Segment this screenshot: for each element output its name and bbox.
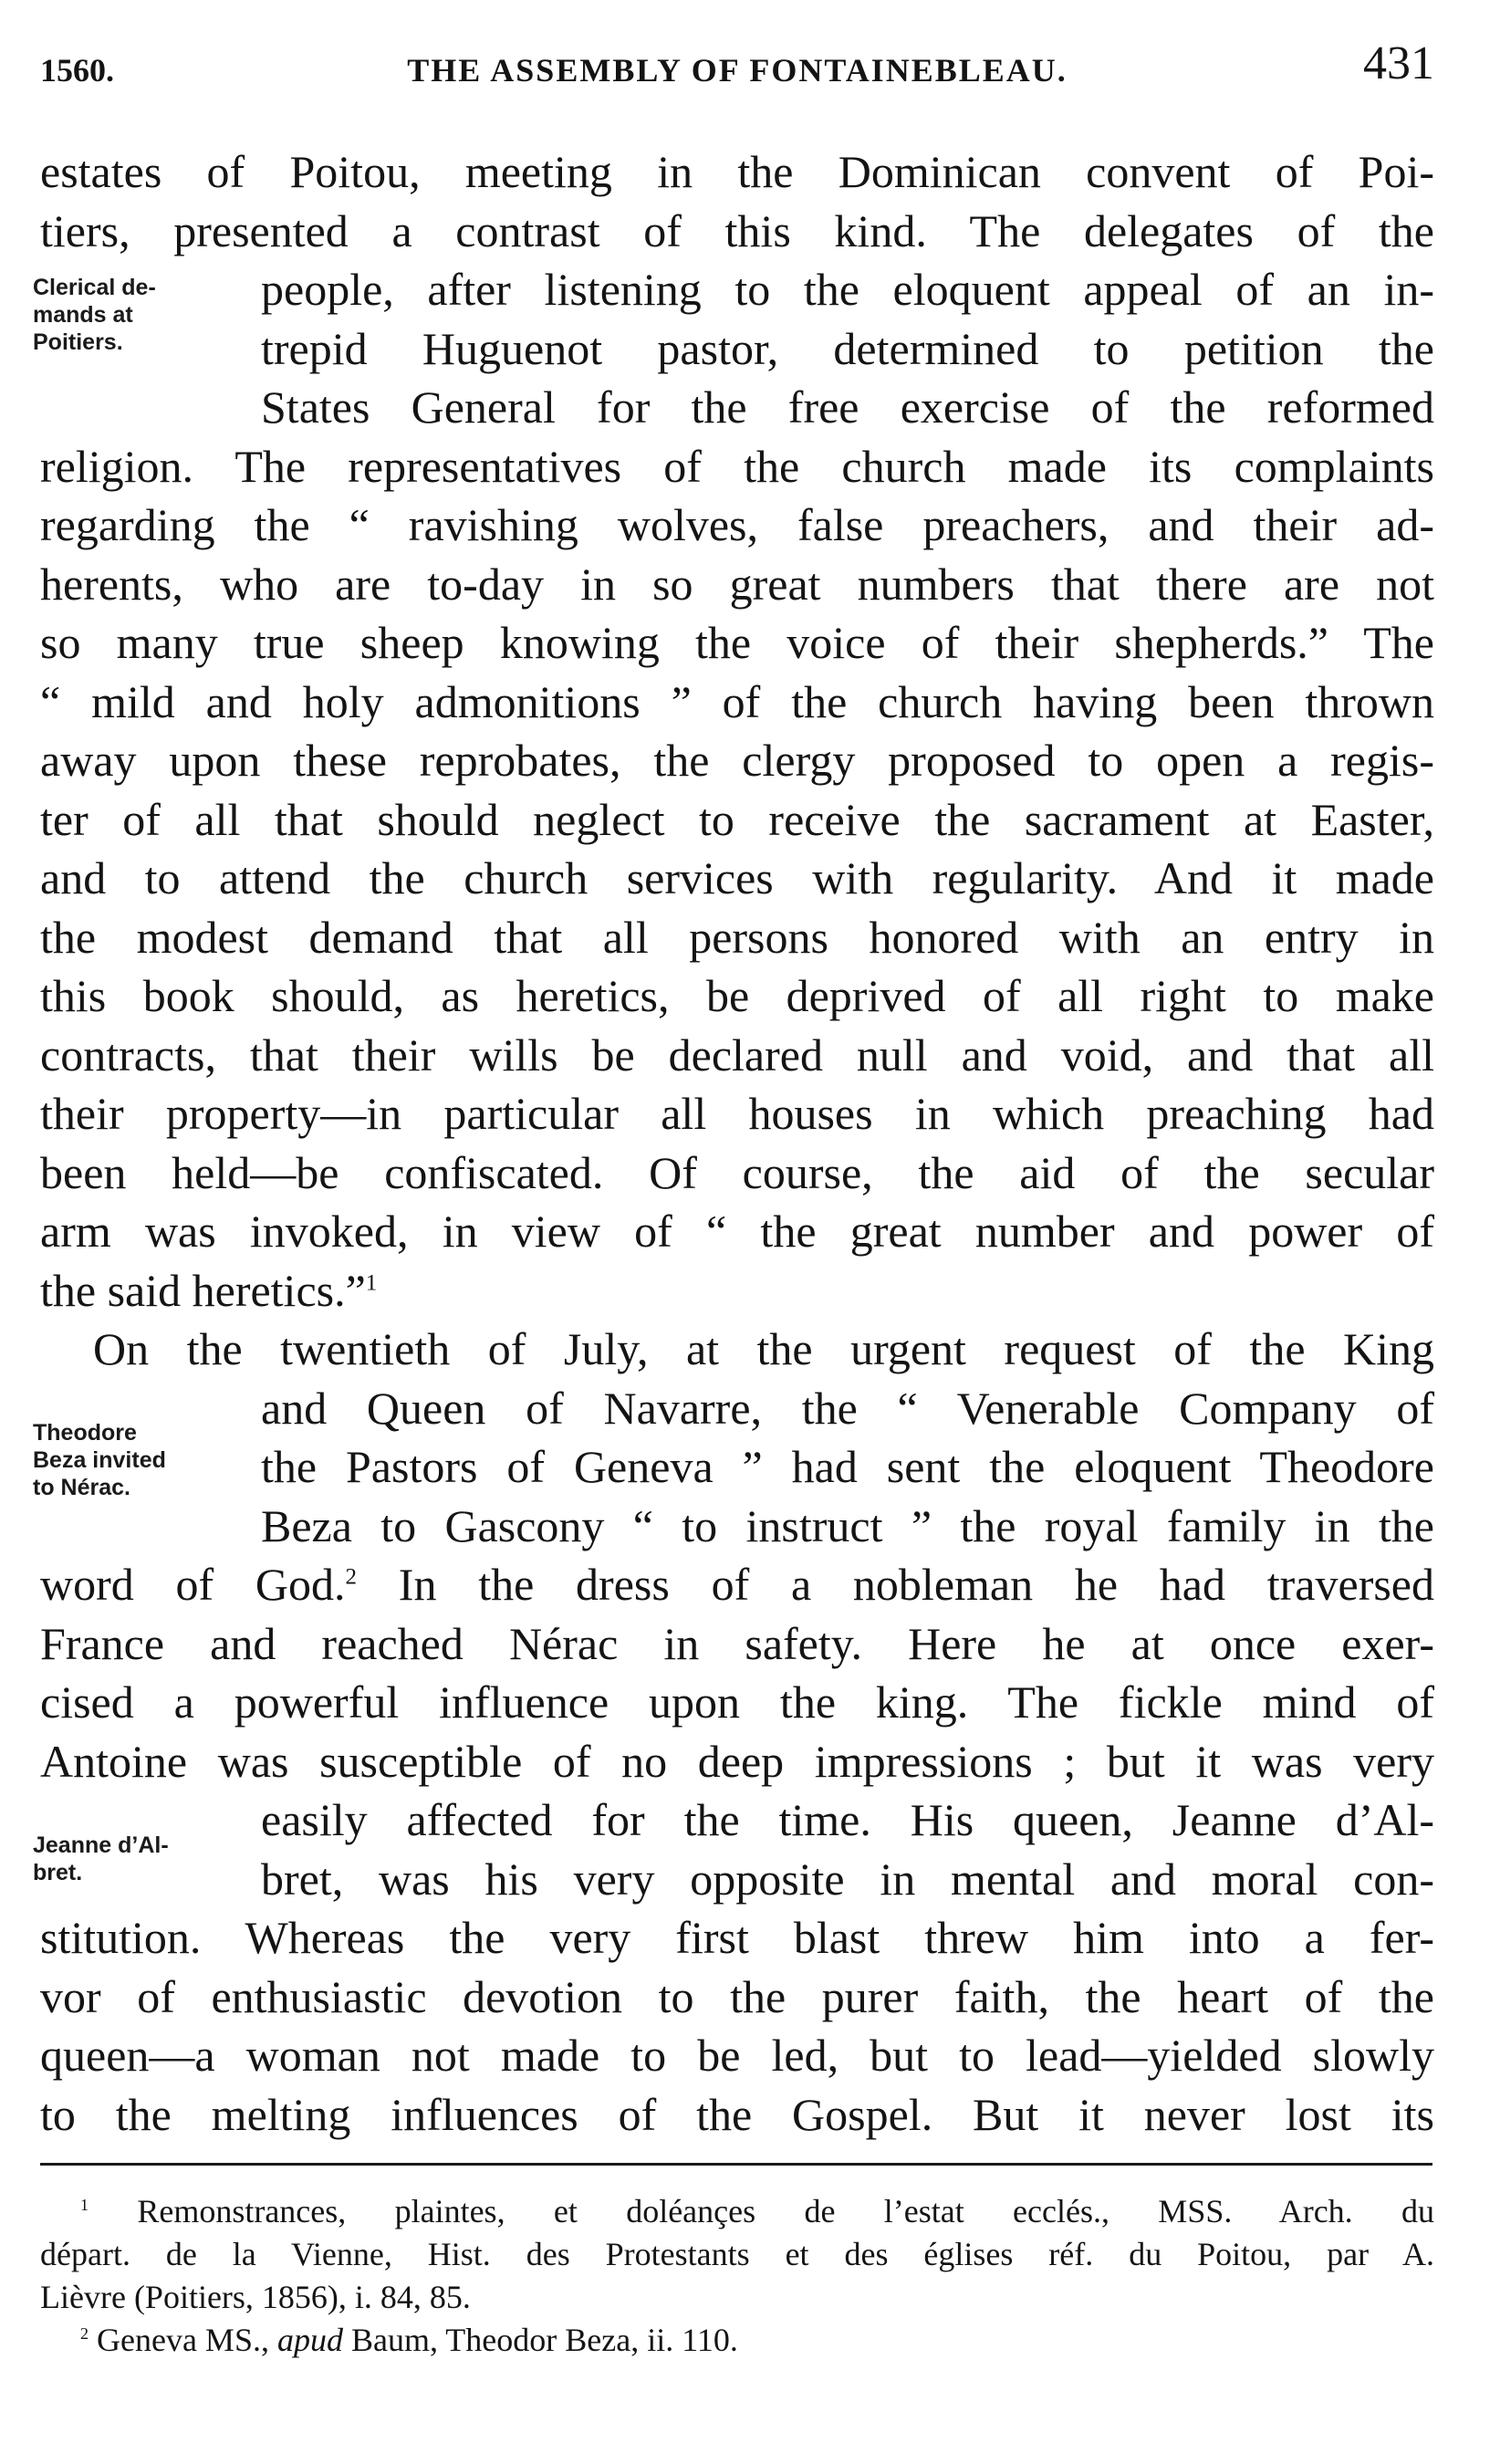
text-line: away upon these reprobates, the clergy proposed to open a regis- [40,735,1434,786]
text-line: tiers, presented a contrast of this kind. The delegates of the [40,204,1434,256]
text-line: been held—be confiscated. Of course, the aid of the secular [40,1146,1434,1198]
margin-note-line: bret. [33,1860,83,1885]
text-line: and Queen of Navarre, the “ Venerable Company of [261,1382,1434,1434]
text-line: so many true sheep knowing the voice of their shepherds.” The [40,617,1434,668]
text-line: this book should, as heretics, be deprived of all right to make [40,970,1434,1021]
text-line: easily affected for the time. His queen, Jeanne d’Al- [261,1794,1434,1845]
text-line: the modest demand that all persons honored with an entry in [40,911,1434,963]
footnote-line [40,2319,1434,2362]
text-line [40,1261,1434,1321]
text-line: to the melting influences of the Gospel. But it never lost its [40,2088,1434,2140]
text-line: their property—in particular all houses in which preaching had [40,1088,1434,1139]
text-line: the Pastors of Geneva ” had sent the eloquent Theodore [261,1441,1434,1492]
footnote-line: Lièvre (Poitiers, 1856), i. 84, 85. [40,2279,471,2315]
text-segment: word of God. [40,1559,346,1610]
footnote-text: Baum, Theodor Beza, ii. 110. [350,2322,738,2358]
margin-note-line: Jeanne d’Al- [33,1832,169,1858]
header-year: 1560. [40,52,114,89]
margin-note-line: Beza invited [33,1447,166,1473]
margin-note-line: Clerical de- [33,275,156,300]
text-line: arm was invoked, in view of “ the great number and power of [40,1206,1434,1257]
text-line: contracts, that their wills be declared null and void, and that all [40,1028,1434,1081]
text-line: ter of all that should neglect to receive the sacrament at Easter, [40,793,1434,845]
text-line: estates of Poitou, meeting in the Dominican convent of Poi- [40,146,1434,197]
text-line: regarding the “ ravishing wolves, false preachers, and their ad- [40,499,1434,550]
text-line: people, after listening to the eloquent appeal of an in- [261,264,1434,315]
text-line: trepid Huguenot pastor, determined to petition the [261,322,1434,374]
text-line [40,1555,1434,1614]
footnote-text-italic: apud [276,2322,343,2358]
text-line: religion. The representatives of the church made its complaints [40,440,1434,492]
margin-note-line: Theodore [33,1420,137,1446]
text-segment: the said heretics.” [40,1264,366,1316]
text-line: Antoine was susceptible of no deep impressions ; but it was very [40,1735,1434,1787]
margin-note-line: Poitiers. [33,329,123,355]
text-line: queen—a woman not made to be led, but to lead—yielded slowly [40,2030,1434,2081]
text-line: On the twentieth of July, at the urgent request of the King [93,1323,1434,1374]
body-text [40,142,1434,2144]
running-header [40,37,1434,91]
text-line: France and reached Nérac in safety. Here he at once exer- [40,1617,1434,1669]
header-title: THE ASSEMBLY OF FONTAINEBLEAU. [407,52,1068,89]
footnote-mark: 1 [80,2196,89,2214]
footnotes [40,2190,1434,2362]
footnote-rule [40,2163,1432,2166]
footnote-line [40,2190,1434,2233]
margin-note-line: to Nérac. [33,1475,130,1500]
footnote-ref: 1 [365,1269,378,1295]
margin-note-line: mands at [33,302,133,328]
text-line: “ mild and holy admonitions ” of the church having been thrown [40,675,1434,727]
footnote-mark: 2 [80,2324,89,2343]
footnote-text: Remonstrances, plaintes, et doléançes de l’estat ecclés., MSS. Arch. du [137,2193,1434,2229]
text-line: stitution. Whereas the very first blast threw him into a fer- [40,1912,1434,1963]
footnote-text: Geneva MS., [97,2322,269,2358]
text-line: Beza to Gascony “ to instruct ” the royal family in the [261,1499,1434,1551]
footnote-ref: 2 [345,1564,358,1590]
text-line: cised a powerful influence upon the king. The fickle mind of [40,1676,1434,1728]
text-line: States General for the free exercise of the reformed [261,381,1434,433]
text-line: vor of enthusiastic devotion to the purer faith, the heart of the [40,1970,1434,2022]
page-number: 431 [1363,37,1434,89]
text-line: herents, who are to-day in so great numbers that there are not [40,558,1434,610]
text-line: bret, was his very opposite in mental and moral con- [261,1853,1434,1905]
footnote-line: départ. de la Vienne, Hist. des Protestants et des églises réf. du Poitou, par A. [40,2236,1434,2272]
text-segment: In the dress of a nobleman he had traversed [357,1559,1434,1610]
text-line: and to attend the church services with regularity. And it made [40,852,1434,903]
